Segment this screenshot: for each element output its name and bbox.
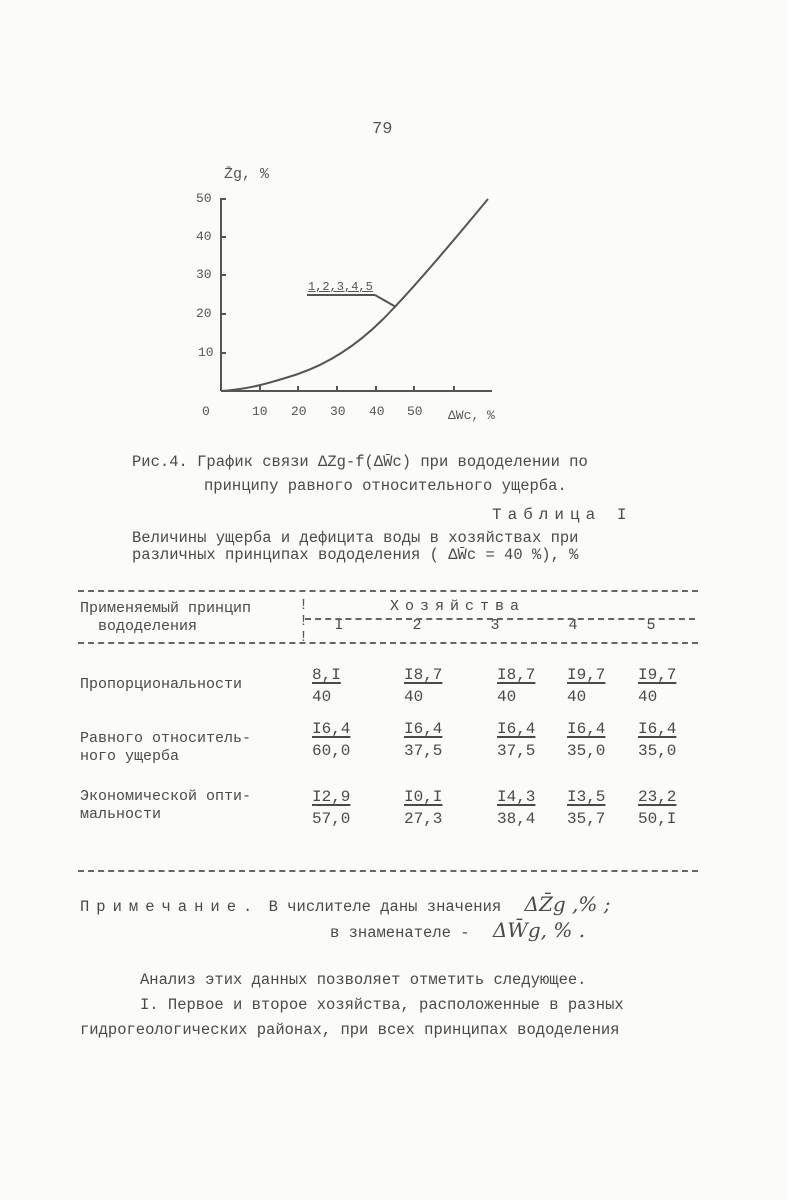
denominator: 60,0 [312,742,351,760]
column-header: 5 [646,617,656,634]
numerator: I0,I [404,788,443,806]
y-tick: 40 [196,229,212,244]
table-cell [404,664,442,708]
numerator: I6,4 [567,720,606,738]
table-rule-bottom [78,870,698,872]
row-label-line: ного ущерба [80,748,180,765]
denominator: 37,5 [497,742,536,760]
table-cell [404,786,442,830]
header-separator: ! ! ! [299,597,309,646]
column-header: 3 [490,617,500,634]
numerator: I9,7 [638,666,677,684]
note-symbol: ΔZ̄g ,% ; [524,892,611,916]
denominator: 40 [404,688,424,706]
table-note [80,892,610,916]
table-cell [497,786,535,830]
note-text: В числителе даны значения [268,898,502,916]
numerator: I9,7 [567,666,606,684]
x-tick: 10 [252,404,268,419]
curve-label: 1,2,3,4,5 [308,280,373,294]
table-cell [567,664,605,708]
denominator: 40 [312,688,332,706]
numerator: I8,7 [497,666,536,684]
table-row-label [80,730,251,766]
paragraph-line: Анализ этих данных позволяет отметить следующее. [140,971,587,989]
table-rule-top [78,590,698,592]
denominator: 57,0 [312,810,351,828]
table-cell [567,786,605,830]
row-label-line: мальности [80,806,162,823]
header-line: вододеления [98,618,198,635]
row-label-line: Равного относитель- [80,730,252,747]
numerator: I4,3 [497,788,536,806]
denominator: 27,3 [404,810,443,828]
denominator: 38,4 [497,810,536,828]
table-cell [638,664,676,708]
x-tick: 50 [407,404,423,419]
numerator: I6,4 [638,720,677,738]
numerator: I6,4 [404,720,443,738]
numerator: 23,2 [638,788,677,806]
numerator: 8,I [312,666,341,684]
paragraph-line: I. Первое и второе хозяйства, расположенные в разных [140,996,624,1014]
denominator: 37,5 [404,742,443,760]
denominator: 40 [497,688,517,706]
column-header: 4 [568,617,578,634]
denominator: 40 [567,688,587,706]
table-row-label [80,676,242,694]
y-tick: 30 [196,267,212,282]
table-title-line: Величины ущерба и дефицита воды в хозяйствах при [132,529,579,547]
table-cell [497,718,535,762]
table-cell [638,786,676,830]
table-header-principle [80,600,251,636]
caption-line: Рис.4. График связи ΔZg-f(ΔW̄c) при вододелении по [132,453,588,471]
table-cell [312,786,350,830]
denominator: 40 [638,688,658,706]
table-rule-header [78,642,698,644]
y-tick: 10 [198,345,214,360]
table-cell [404,718,442,762]
note-text: в знаменателе - [330,924,470,942]
table-cell [312,718,350,762]
x-axis-label: ΔWc, % [448,408,495,423]
header-line: Применяемый принцип [80,600,252,617]
numerator: I6,4 [312,720,351,738]
x-tick: 20 [291,404,307,419]
x-tick: 0 [202,404,210,419]
caption-line: принципу равного относительного ущерба. [204,477,567,495]
row-label-line: Пропорциональности [80,676,243,693]
figure-chart [190,160,520,430]
table-title [132,530,578,564]
table-cell [567,718,605,762]
table-label: Таблица I [492,506,633,524]
table-note-line2 [330,918,585,942]
denominator: 35,0 [638,742,677,760]
column-header: 2 [412,617,422,634]
y-tick: 50 [196,191,212,206]
table-cell [312,664,341,708]
row-label-line: Экономической опти- [80,788,252,805]
numerator: I8,7 [404,666,443,684]
y-tick: 20 [196,306,212,321]
numerator: I3,5 [567,788,606,806]
denominator: 35,7 [567,810,606,828]
table-row-label [80,788,251,824]
denominator: 50,I [638,810,677,828]
table-cell [497,664,535,708]
note-symbol: ΔW̄g, % . [492,918,586,942]
paragraph-line: гидрогеологических районах, при всех принципах вододеления [80,1021,620,1039]
table-title-line: различных принципах вододеления ( ΔW̄c = 40 %), % [132,546,579,564]
numerator: I2,9 [312,788,351,806]
note-title: Примечание. [80,898,260,916]
table-cell [638,718,676,762]
numerator: I6,4 [497,720,536,738]
x-tick: 40 [369,404,385,419]
header-group: Хозяйства [390,598,526,615]
denominator: 35,0 [567,742,606,760]
header-mid-rule [305,618,695,620]
line-chart [190,160,520,430]
figure-caption [132,450,588,498]
page-number: 79 [372,120,393,139]
y-axis-label: Z̄g, % [224,166,270,183]
body-paragraph [80,968,624,1043]
column-header: I [334,617,344,634]
table-header-farms [300,598,690,634]
x-tick: 30 [330,404,346,419]
